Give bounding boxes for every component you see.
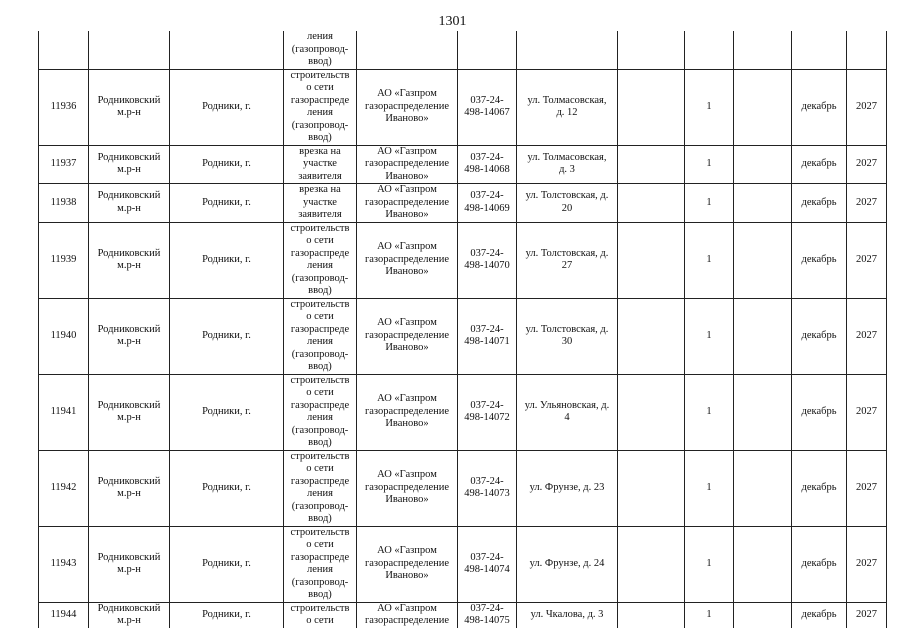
cell-qty: 1 — [685, 450, 734, 526]
cell-empty-1 — [618, 526, 685, 602]
cell-empty-1 — [618, 374, 685, 450]
cell-district: Родниковский м.р-н — [89, 69, 170, 145]
cell-work: строительств о сети газораспреде ления (газопровод- ввод) — [284, 374, 357, 450]
cell-num — [39, 31, 89, 69]
table-row — [39, 450, 887, 526]
cell-city: Родники, г. — [170, 222, 284, 298]
cell-address: ул. Толстовская, д. 30 — [517, 298, 618, 374]
cell-month: декабрь — [792, 450, 847, 526]
cell-empty-1 — [618, 450, 685, 526]
cell-org: АО «Газпром газораспределение Иваново» — [357, 69, 458, 145]
cell-year: 2027 — [847, 184, 887, 223]
cell-address: ул. Толмасовская, д. 3 — [517, 145, 618, 184]
cell-month: декабрь — [792, 222, 847, 298]
cell-empty-2 — [734, 450, 792, 526]
cell-month: декабрь — [792, 602, 847, 628]
cell-org: АО «Газпром газораспределение Иваново» — [357, 184, 458, 223]
table-row — [39, 145, 887, 184]
cell-code: 037-24- 498-14073 — [458, 450, 517, 526]
cell-work: строительств о сети газораспреде ления (газопровод- ввод) — [284, 450, 357, 526]
cell-month: декабрь — [792, 69, 847, 145]
cell-num: 11943 — [39, 526, 89, 602]
cell-empty-2 — [734, 222, 792, 298]
cell-empty-2 — [734, 145, 792, 184]
cell-work: строительств о сети газораспреде ления (газопровод- ввод) — [284, 526, 357, 602]
cell-work: ления (газопровод- ввод) — [284, 31, 357, 69]
cell-qty: 1 — [685, 298, 734, 374]
cell-code: 037-24- 498-14071 — [458, 298, 517, 374]
cell-month: декабрь — [792, 374, 847, 450]
cell-address: ул. Чкалова, д. 3 — [517, 602, 618, 628]
cell-org — [357, 31, 458, 69]
cell-address: ул. Толстовская, д. 20 — [517, 184, 618, 223]
cell-address: ул. Фрунзе, д. 24 — [517, 526, 618, 602]
cell-address: ул. Толмасовская, д. 12 — [517, 69, 618, 145]
cell-city: Родники, г. — [170, 374, 284, 450]
page-number: 1301 — [438, 14, 467, 29]
cell-year: 2027 — [847, 145, 887, 184]
cell-code: 037-24- 498-14069 — [458, 184, 517, 223]
cell-city: Родники, г. — [170, 526, 284, 602]
cell-empty-1 — [618, 602, 685, 628]
cell-empty-1 — [618, 31, 685, 69]
cell-year — [847, 31, 887, 69]
cell-empty-2 — [734, 31, 792, 69]
cell-empty-2 — [734, 298, 792, 374]
cell-empty-1 — [618, 222, 685, 298]
cell-year: 2027 — [847, 526, 887, 602]
cell-org: АО «Газпром газораспределение Иваново» — [357, 450, 458, 526]
table-row — [39, 298, 887, 374]
cell-city: Родники, г. — [170, 69, 284, 145]
cell-empty-2 — [734, 69, 792, 145]
cell-code: 037-24- 498-14067 — [458, 69, 517, 145]
cell-org: АО «Газпром газораспределение Иваново» — [357, 526, 458, 602]
cell-qty — [685, 31, 734, 69]
cell-code: 037-24- 498-14070 — [458, 222, 517, 298]
continued-row — [39, 31, 887, 69]
cell-qty: 1 — [685, 145, 734, 184]
cell-district — [89, 31, 170, 69]
cell-district: Родниковский м.р-н — [89, 450, 170, 526]
cell-month: декабрь — [792, 526, 847, 602]
cell-empty-2 — [734, 526, 792, 602]
cell-org: АО «Газпром газораспределение Иваново» — [357, 298, 458, 374]
cell-address: ул. Фрунзе, д. 23 — [517, 450, 618, 526]
cell-month: декабрь — [792, 298, 847, 374]
cell-district: Родниковский м.р-н — [89, 145, 170, 184]
cell-district: Родниковский м.р-н — [89, 222, 170, 298]
cell-num: 11941 — [39, 374, 89, 450]
cell-qty: 1 — [685, 69, 734, 145]
table-row — [39, 526, 887, 602]
table-body — [39, 31, 887, 628]
cell-code: 037-24- 498-14072 — [458, 374, 517, 450]
cell-num: 11936 — [39, 69, 89, 145]
cell-month — [792, 31, 847, 69]
cell-num: 11944 — [39, 602, 89, 628]
cell-work: врезка на участке заявителя — [284, 184, 357, 223]
table-row — [39, 184, 887, 223]
cell-org: АО «Газпром газораспределение Иваново» — [357, 222, 458, 298]
cell-code — [458, 31, 517, 69]
cell-qty: 1 — [685, 602, 734, 628]
table-row — [39, 374, 887, 450]
cell-city: Родники, г. — [170, 184, 284, 223]
data-table — [38, 31, 887, 628]
cell-code: 037-24- 498-14075 — [458, 602, 517, 628]
cell-empty-1 — [618, 298, 685, 374]
cell-empty-2 — [734, 374, 792, 450]
cell-address — [517, 31, 618, 69]
cell-city: Родники, г. — [170, 602, 284, 628]
cell-code: 037-24- 498-14074 — [458, 526, 517, 602]
cell-year: 2027 — [847, 298, 887, 374]
cell-org: АО «Газпром газораспределение Иваново» — [357, 374, 458, 450]
cell-year: 2027 — [847, 450, 887, 526]
cell-district: Родниковский м.р-н — [89, 526, 170, 602]
cell-org: АО «Газпром газораспределение Иваново» — [357, 145, 458, 184]
cell-city — [170, 31, 284, 69]
cell-month: декабрь — [792, 184, 847, 223]
cell-city: Родники, г. — [170, 450, 284, 526]
cell-work: строительств о сети — [284, 602, 357, 628]
cell-empty-2 — [734, 184, 792, 223]
cell-num: 11937 — [39, 145, 89, 184]
cell-year: 2027 — [847, 222, 887, 298]
cell-empty-1 — [618, 184, 685, 223]
cell-empty-2 — [734, 602, 792, 628]
cell-year: 2027 — [847, 69, 887, 145]
cell-org: АО «Газпром газораспределение — [357, 602, 458, 628]
cell-address: ул. Ульяновская, д. 4 — [517, 374, 618, 450]
table-row — [39, 602, 887, 628]
cell-qty: 1 — [685, 184, 734, 223]
cell-year: 2027 — [847, 374, 887, 450]
cell-code: 037-24- 498-14068 — [458, 145, 517, 184]
cell-district: Родниковский м.р-н — [89, 602, 170, 628]
cell-city: Родники, г. — [170, 298, 284, 374]
cell-num: 11942 — [39, 450, 89, 526]
cell-district: Родниковский м.р-н — [89, 298, 170, 374]
cell-empty-1 — [618, 145, 685, 184]
table-row — [39, 69, 887, 145]
cell-num: 11940 — [39, 298, 89, 374]
cell-work: строительств о сети газораспреде ления (газопровод- ввод) — [284, 69, 357, 145]
cell-district: Родниковский м.р-н — [89, 184, 170, 223]
cell-qty: 1 — [685, 222, 734, 298]
cell-work: врезка на участке заявителя — [284, 145, 357, 184]
cell-district: Родниковский м.р-н — [89, 374, 170, 450]
cell-qty: 1 — [685, 374, 734, 450]
cell-work: строительств о сети газораспреде ления (газопровод- ввод) — [284, 298, 357, 374]
cell-year: 2027 — [847, 602, 887, 628]
cell-address: ул. Толстовская, д. 27 — [517, 222, 618, 298]
table-row — [39, 222, 887, 298]
cell-num: 11938 — [39, 184, 89, 223]
cell-month: декабрь — [792, 145, 847, 184]
cell-qty: 1 — [685, 526, 734, 602]
cell-work: строительств о сети газораспреде ления (газопровод- ввод) — [284, 222, 357, 298]
cell-city: Родники, г. — [170, 145, 284, 184]
cell-empty-1 — [618, 69, 685, 145]
cell-num: 11939 — [39, 222, 89, 298]
